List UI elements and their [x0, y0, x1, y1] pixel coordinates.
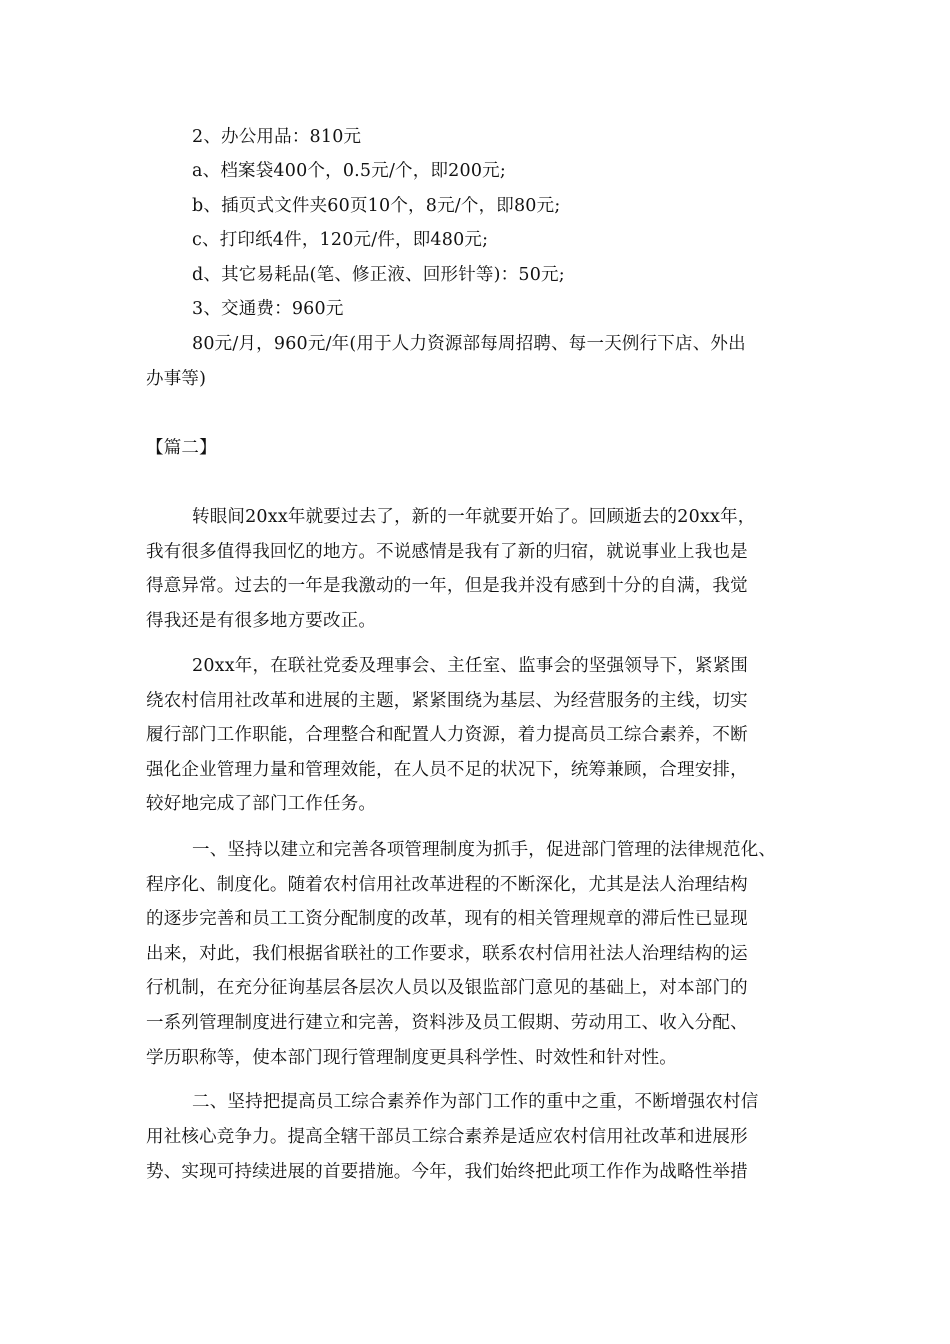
text-line: 我有很多值得我回忆的地方。不说感情是我有了新的归宿，就说事业上我也是: [146, 542, 748, 562]
text-line: 一、坚持以建立和完善各项管理制度为抓手，促进部门管理的法律规范化、: [192, 840, 777, 860]
text-line: 二、坚持把提高员工综合素养作为部门工作的重中之重，不断增强农村信: [192, 1092, 759, 1112]
text-line: 一系列管理制度进行建立和完善，资料涉及员工假期、劳动用工、收入分配、: [146, 1013, 748, 1033]
text-line: 得意异常。过去的一年是我激动的一年，但是我并没有感到十分的自满，我觉: [146, 576, 748, 596]
text-line: b、插页式文件夹60页10个，8元/个，即80元;: [192, 196, 561, 216]
text-line: 2、办公用品：810元: [192, 127, 362, 147]
text-line: 行机制，在充分征询基层各层次人员以及银监部门意见的基础上，对本部门的: [146, 978, 748, 998]
text-line: 势、实现可持续进展的首要措施。今年，我们始终把此项工作作为战略性举措: [146, 1162, 748, 1182]
text-line: 出来，对此，我们根据省联社的工作要求，联系农村信用社法人治理结构的运: [146, 944, 748, 964]
text-line: 办事等): [146, 369, 207, 389]
text-line: c、打印纸4件，120元/件，即480元;: [192, 230, 489, 250]
text-line: 学历职称等，使本部门现行管理制度更具科学性、时效性和针对性。: [146, 1048, 677, 1068]
text-line: 用社核心竞争力。提高全辖干部员工综合素养是适应农村信用社改革和进展形: [146, 1127, 748, 1147]
text-line: 得我还是有很多地方要改正。: [146, 611, 377, 631]
text-line: 履行部门工作职能，合理整合和配置人力资源，着力提高员工综合素养，不断: [146, 725, 748, 745]
text-line: 程序化、制度化。随着农村信用社改革进程的不断深化，尤其是法人治理结构: [146, 875, 748, 895]
text-line: 较好地完成了部门工作任务。: [146, 794, 377, 814]
text-line: d、其它易耗品(笔、修正液、回形针等)：50元;: [192, 265, 565, 285]
text-line: 80元/月，960元/年(用于人力资源部每周招聘、每一天例行下店、外出: [192, 334, 746, 354]
text-line: 的逐步完善和员工工资分配制度的改革，现有的相关管理规章的滞后性已显现: [146, 909, 748, 929]
text-line: 3、交通费：960元: [192, 299, 344, 319]
text-line: 20xx年，在联社党委及理事会、主任室、监事会的坚强领导下，紧紧围: [192, 656, 749, 676]
text-line: a、档案袋400个，0.5元/个，即200元;: [192, 161, 506, 181]
text-line: 强化企业管理力量和管理效能，在人员不足的状况下，统筹兼顾，合理安排，: [146, 760, 748, 780]
text-line: 转眼间20xx年就要过去了，新的一年就要开始了。回顾逝去的20xx年，: [192, 507, 756, 527]
text-line: 绕农村信用社改革和进展的主题，紧紧围绕为基层、为经营服务的主线，切实: [146, 691, 748, 711]
section-heading: 【篇二】: [146, 438, 217, 458]
